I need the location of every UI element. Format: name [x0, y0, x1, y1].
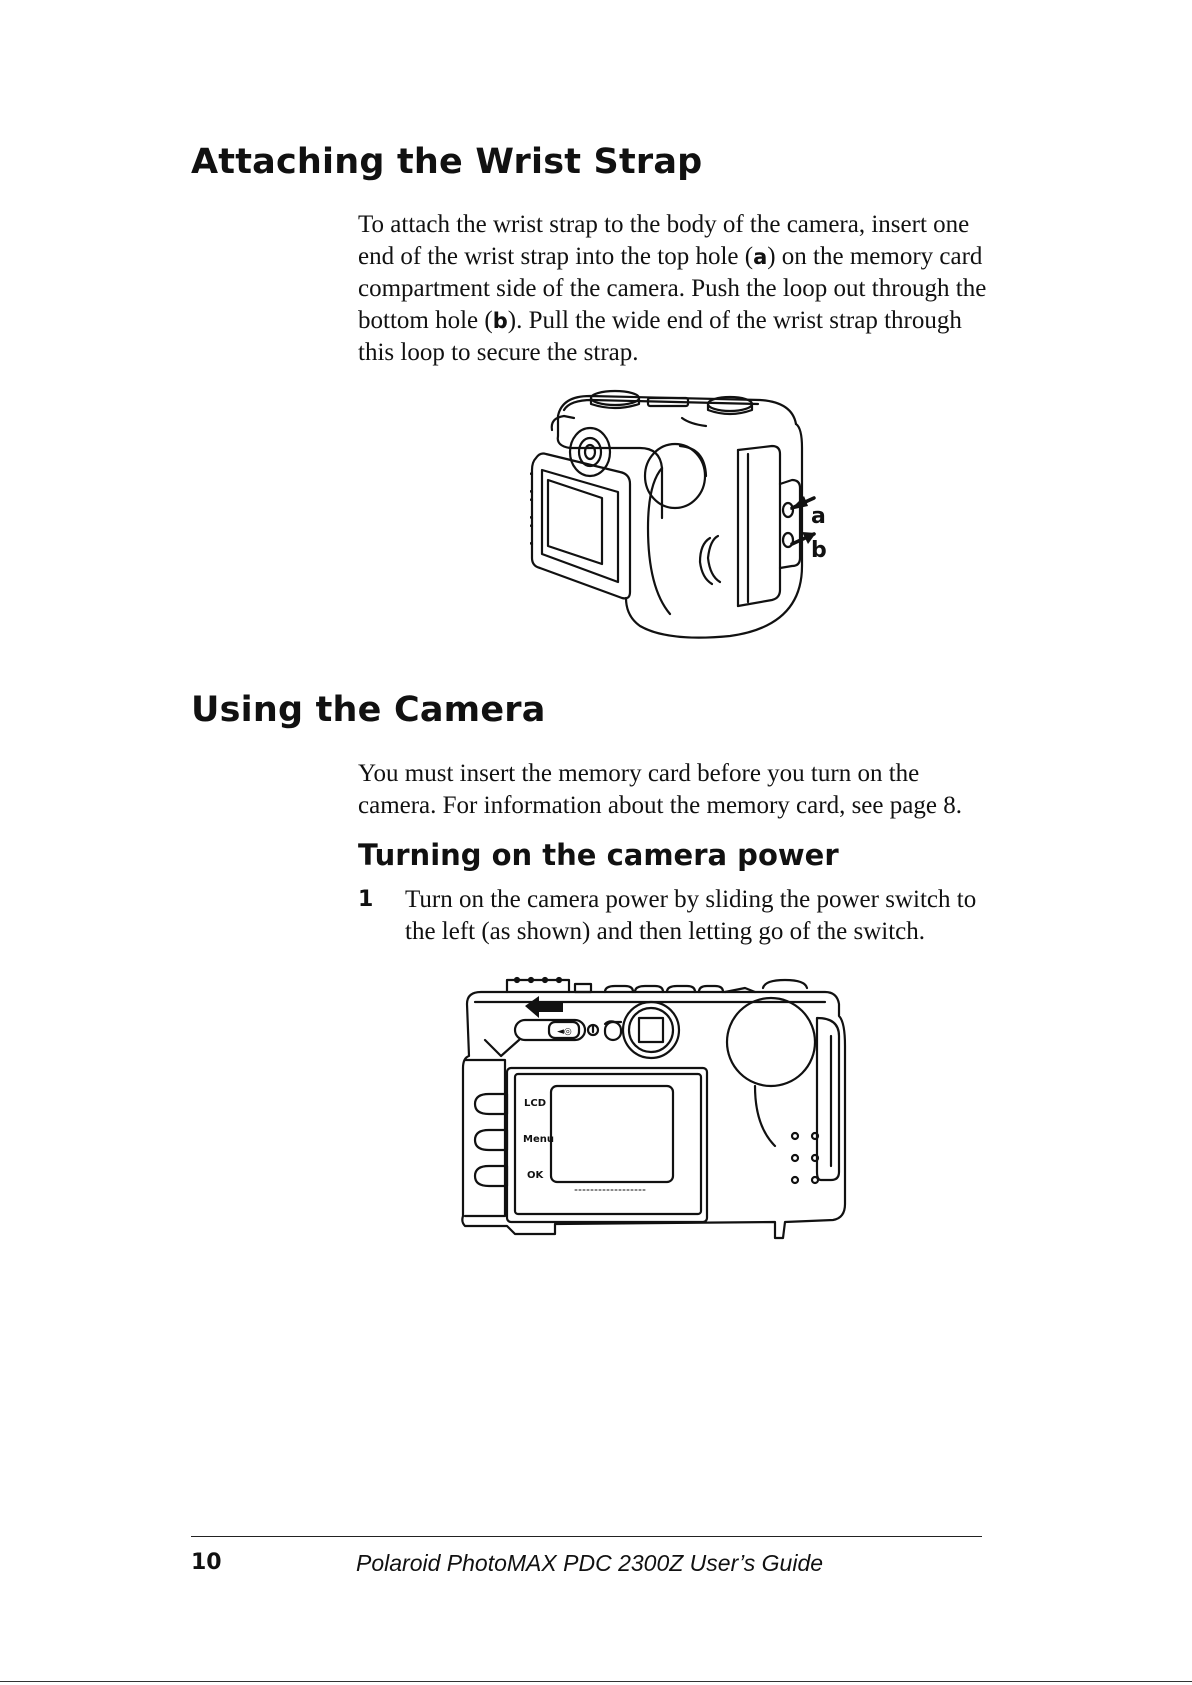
callout-b: b [811, 538, 827, 563]
menu-button-label: Menu [523, 1134, 554, 1145]
subheading-camera-power: Turning on the camera power [358, 838, 839, 872]
wrist-strap-instructions [358, 209, 998, 369]
page-bottom-edge [0, 1681, 1192, 1682]
instructions-part-2: ) on the memory card compartment side of the camera. Push the loop out through the bottom hole ( [358, 243, 987, 334]
page-number: 10 [191, 1550, 222, 1575]
instructions-part-3: ). Pull the wide end of the wrist strap through this loop to secure the strap. [358, 307, 962, 366]
step-text: Turn on the camera power by sliding the power switch to the left (as shown) and then letting go of the switch. [405, 886, 977, 945]
section-heading-wrist-strap: Attaching the Wrist Strap [191, 142, 703, 182]
section-heading-using-camera: Using the Camera [191, 690, 546, 730]
callout-a: a [811, 504, 826, 529]
svg-text:◄◎: ◄◎ [557, 1027, 572, 1037]
hole-b-label: b [492, 309, 508, 333]
hole-a-label: a [753, 245, 768, 269]
camera-side-illustration [530, 388, 830, 648]
step-number: 1 [358, 887, 374, 912]
camera-back-illustration [455, 976, 875, 1251]
footer-divider [191, 1536, 982, 1537]
instructions-part-1: To attach the wrist strap to the body of the camera, insert one end of the wrist strap into the top hole ( [358, 211, 970, 270]
lcd-button-label: LCD [524, 1098, 547, 1109]
memory-card-note: You must insert the memory card before you turn on the camera. For information about the memory card, see page 8. [358, 760, 962, 819]
running-footer-title: Polaroid PhotoMAX PDC 2300Z User’s Guide [356, 1550, 824, 1576]
ok-button-label: OK [527, 1170, 544, 1181]
